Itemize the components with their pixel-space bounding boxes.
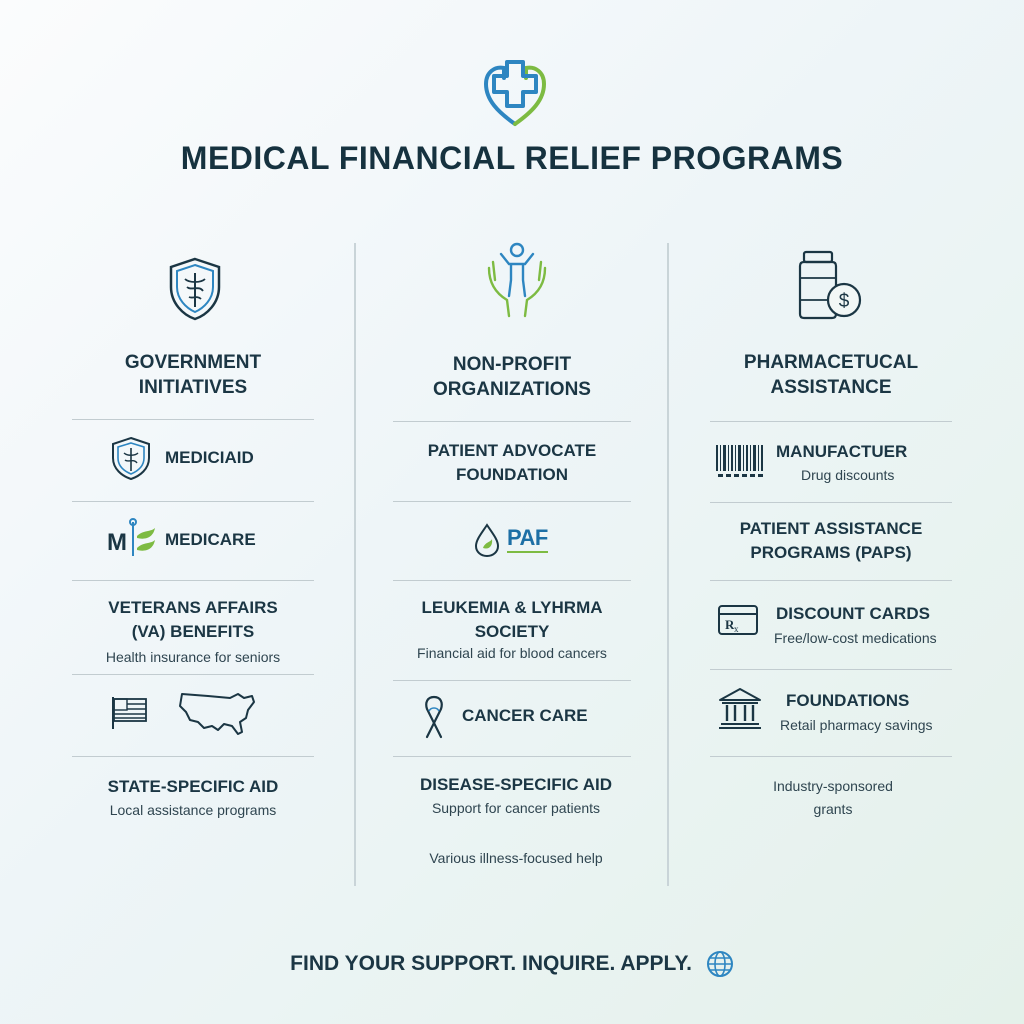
- item-medicaid: MEDICIAID: [165, 448, 254, 467]
- footer-cta: [0, 950, 1024, 978]
- svg-text:R: R: [725, 617, 735, 632]
- paf-logo: PAF: [507, 527, 548, 553]
- column-heading: NON-PROFIT ORGANIZATIONS: [433, 354, 591, 400]
- item-subtitle: Various illness-focused help: [429, 850, 603, 866]
- item-medicare: MEDICARE: [165, 530, 256, 549]
- divider: [710, 502, 952, 503]
- column-divider: [354, 243, 356, 886]
- item-patient-advocate-foundation: PATIENT ADVOCATE FOUNDATION: [427, 441, 597, 484]
- column-nonprofit: [393, 0, 631, 1024]
- divider: [393, 580, 631, 581]
- divider: [393, 421, 631, 422]
- footer-text: FIND YOUR SUPPORT. INQUIRE. APPLY.: [290, 952, 692, 975]
- rx-card-icon: [717, 604, 759, 636]
- hands-person-icon: [483, 240, 551, 320]
- svg-text:M: M: [107, 529, 127, 556]
- item-veterans-affairs: VETERANS AFFAIRS (VA) BENEFITS: [108, 598, 278, 641]
- medicine-bottle-dollar-icon: [792, 248, 864, 324]
- item-state-specific-aid: STATE-SPECIFIC AID: [107, 777, 279, 796]
- item-manufacturer: MANUFACTUER: [776, 442, 908, 461]
- globe-icon[interactable]: [706, 950, 734, 978]
- bank-building-icon: [717, 686, 763, 730]
- m-caduceus-icon: [107, 516, 159, 560]
- column-pharmaceutical: [710, 0, 952, 1024]
- shield-caduceus-icon: [109, 435, 153, 481]
- item-subtitle: Health insurance for seniors: [105, 649, 281, 665]
- divider: [710, 756, 952, 757]
- awareness-ribbon-icon: [417, 693, 451, 741]
- column-divider: [667, 243, 669, 886]
- item-subtitle: Local assistance programs: [109, 802, 277, 818]
- divider: [72, 674, 314, 675]
- divider: [72, 756, 314, 757]
- item-patient-assistance-programs: PATIENT ASSISTANCE PROGRAMS (PAPS): [739, 519, 923, 562]
- item-foundations: FOUNDATIONS: [786, 691, 910, 710]
- item-subtitle: Support for cancer patients: [431, 800, 601, 816]
- item-subtitle: Free/low-cost medications: [774, 630, 937, 646]
- svg-text:x: x: [734, 624, 739, 634]
- item-subtitle: Drug discounts: [801, 467, 895, 483]
- divider: [710, 580, 952, 581]
- column-government: [72, 0, 314, 1024]
- item-subtitle: Financial aid for blood cancers: [417, 645, 607, 661]
- item-leukemia-lymphoma-society: LEUKEMIA & LYHRMA SOCIETY: [421, 598, 603, 641]
- item-cancer-care: CANCER CARE: [462, 706, 588, 725]
- divider: [72, 501, 314, 502]
- divider: [393, 680, 631, 681]
- divider: [710, 421, 952, 422]
- divider: [72, 580, 314, 581]
- column-heading: GOVERNMENT INITIATIVES: [124, 352, 262, 398]
- item-disease-specific-aid: DISEASE-SPECIFIC AID: [419, 775, 613, 794]
- us-flag-icon: [110, 695, 150, 731]
- divider: [393, 501, 631, 502]
- us-map-icon: [178, 688, 258, 740]
- svg-text:$: $: [838, 291, 850, 312]
- page-title: MEDICAL FINANCIAL RELIEF PROGRAMS: [180, 140, 844, 176]
- divider: [393, 756, 631, 757]
- barcode-icon: [714, 443, 766, 481]
- item-subtitle: Retail pharmacy savings: [780, 717, 933, 733]
- divider: [710, 669, 952, 670]
- divider: [72, 419, 314, 420]
- column-heading: PHARMACETUCAL ASSISTANCE: [743, 352, 919, 398]
- shield-caduceus-icon: [167, 255, 223, 323]
- item-discount-cards: DISCOUNT CARDS: [776, 604, 930, 623]
- water-drop-leaf-icon: [473, 522, 501, 558]
- item-industry-sponsored-grants: Industry-sponsored grants: [773, 778, 893, 817]
